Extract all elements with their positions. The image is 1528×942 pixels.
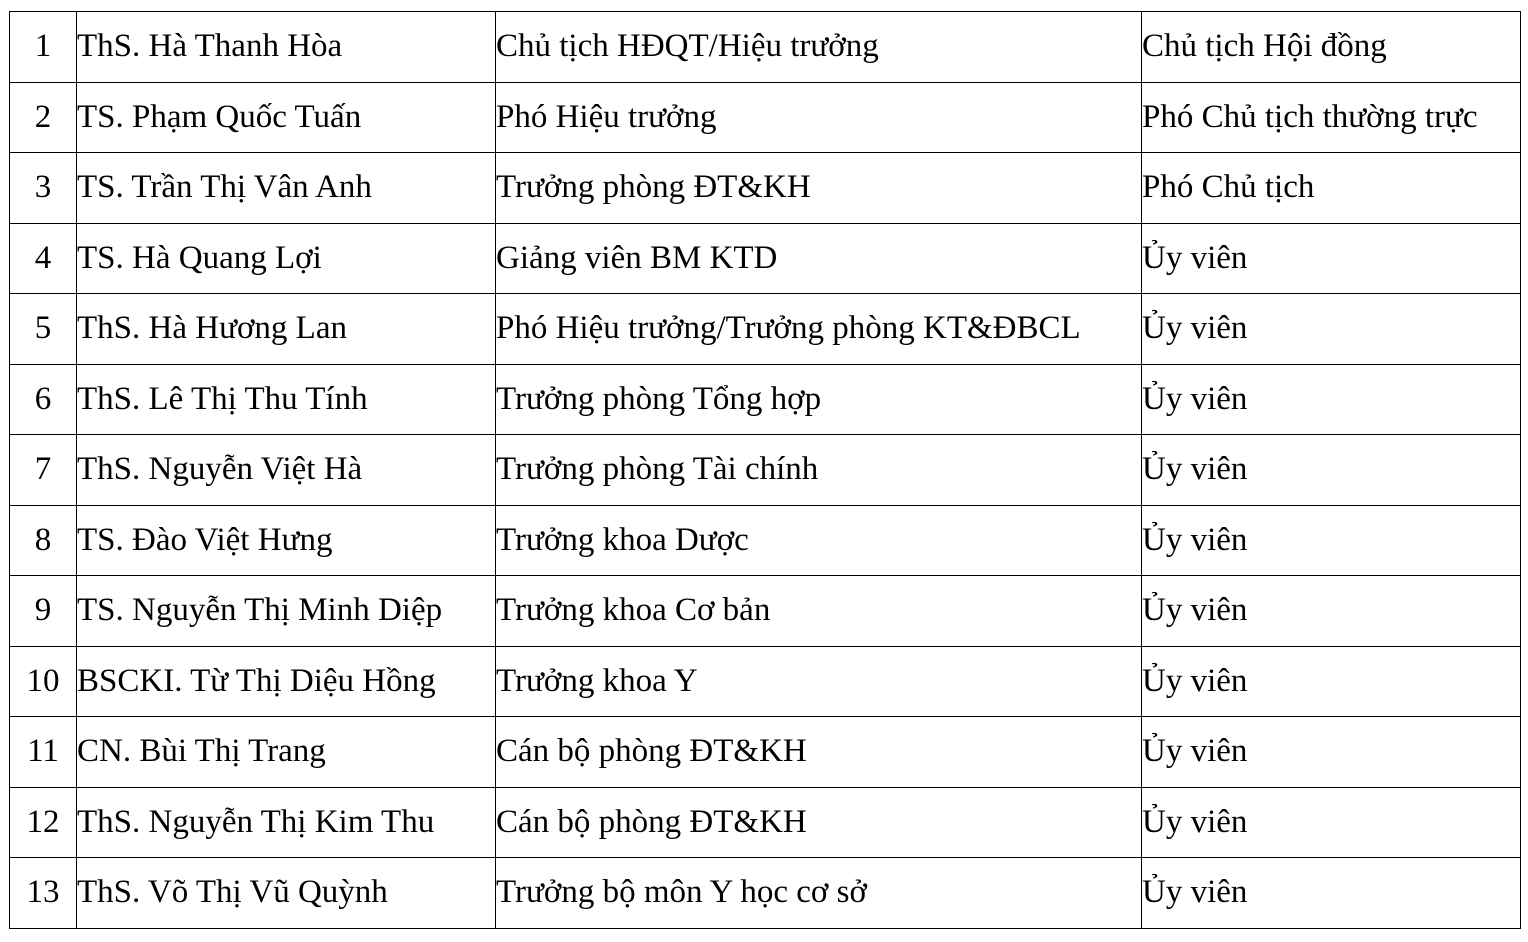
member-council-role: Phó Chủ tịch thường trực bbox=[1142, 82, 1521, 153]
member-number: 7 bbox=[10, 435, 77, 506]
member-position: Trưởng bộ môn Y học cơ sở bbox=[496, 858, 1142, 929]
member-position: Phó Hiệu trưởng/Trưởng phòng KT&ĐBCL bbox=[496, 294, 1142, 365]
member-number: 2 bbox=[10, 82, 77, 153]
table-row bbox=[10, 787, 1521, 858]
member-number: 10 bbox=[10, 646, 77, 717]
member-council-role: Ủy viên bbox=[1142, 435, 1521, 506]
table-row bbox=[10, 12, 1521, 83]
member-position: Trưởng khoa Y bbox=[496, 646, 1142, 717]
member-council-role: Ủy viên bbox=[1142, 223, 1521, 294]
member-number: 8 bbox=[10, 505, 77, 576]
member-name: ThS. Hà Hương Lan bbox=[77, 294, 496, 365]
member-position: Trưởng phòng Tài chính bbox=[496, 435, 1142, 506]
member-number: 3 bbox=[10, 153, 77, 224]
member-position: Trưởng khoa Dược bbox=[496, 505, 1142, 576]
member-council-role: Ủy viên bbox=[1142, 646, 1521, 717]
member-position: Cán bộ phòng ĐT&KH bbox=[496, 787, 1142, 858]
member-name: ThS. Nguyễn Việt Hà bbox=[77, 435, 496, 506]
member-position: Chủ tịch HĐQT/Hiệu trưởng bbox=[496, 12, 1142, 83]
member-number: 4 bbox=[10, 223, 77, 294]
table-row bbox=[10, 435, 1521, 506]
member-name: ThS. Hà Thanh Hòa bbox=[77, 12, 496, 83]
council-members-body bbox=[10, 12, 1521, 929]
member-number: 13 bbox=[10, 858, 77, 929]
table-row bbox=[10, 505, 1521, 576]
member-position: Cán bộ phòng ĐT&KH bbox=[496, 717, 1142, 788]
member-name: ThS. Nguyễn Thị Kim Thu bbox=[77, 787, 496, 858]
member-number: 11 bbox=[10, 717, 77, 788]
member-position: Trưởng phòng ĐT&KH bbox=[496, 153, 1142, 224]
member-position: Trưởng khoa Cơ bản bbox=[496, 576, 1142, 647]
table-row bbox=[10, 364, 1521, 435]
member-council-role: Ủy viên bbox=[1142, 364, 1521, 435]
member-name: TS. Nguyễn Thị Minh Diệp bbox=[77, 576, 496, 647]
member-number: 1 bbox=[10, 12, 77, 83]
member-name: BSCKI. Từ Thị Diệu Hồng bbox=[77, 646, 496, 717]
member-position: Trưởng phòng Tổng hợp bbox=[496, 364, 1142, 435]
table-row bbox=[10, 294, 1521, 365]
table-row bbox=[10, 82, 1521, 153]
table-row bbox=[10, 576, 1521, 647]
member-position: Phó Hiệu trưởng bbox=[496, 82, 1142, 153]
table-row bbox=[10, 717, 1521, 788]
member-council-role: Ủy viên bbox=[1142, 858, 1521, 929]
member-name: TS. Đào Việt Hưng bbox=[77, 505, 496, 576]
member-name: ThS. Lê Thị Thu Tính bbox=[77, 364, 496, 435]
member-number: 9 bbox=[10, 576, 77, 647]
member-council-role: Ủy viên bbox=[1142, 717, 1521, 788]
member-council-role: Ủy viên bbox=[1142, 576, 1521, 647]
table-row bbox=[10, 858, 1521, 929]
member-council-role: Chủ tịch Hội đồng bbox=[1142, 12, 1521, 83]
member-number: 5 bbox=[10, 294, 77, 365]
member-name: TS. Phạm Quốc Tuấn bbox=[77, 82, 496, 153]
member-position: Giảng viên BM KTD bbox=[496, 223, 1142, 294]
member-council-role: Ủy viên bbox=[1142, 787, 1521, 858]
member-name: CN. Bùi Thị Trang bbox=[77, 717, 496, 788]
member-name: TS. Trần Thị Vân Anh bbox=[77, 153, 496, 224]
member-number: 6 bbox=[10, 364, 77, 435]
member-council-role: Ủy viên bbox=[1142, 505, 1521, 576]
table-row bbox=[10, 646, 1521, 717]
table-row bbox=[10, 223, 1521, 294]
member-name: TS. Hà Quang Lợi bbox=[77, 223, 496, 294]
member-council-role: Ủy viên bbox=[1142, 294, 1521, 365]
member-number: 12 bbox=[10, 787, 77, 858]
member-name: ThS. Võ Thị Vũ Quỳnh bbox=[77, 858, 496, 929]
table-row bbox=[10, 153, 1521, 224]
member-council-role: Phó Chủ tịch bbox=[1142, 153, 1521, 224]
council-members-table bbox=[9, 11, 1521, 929]
